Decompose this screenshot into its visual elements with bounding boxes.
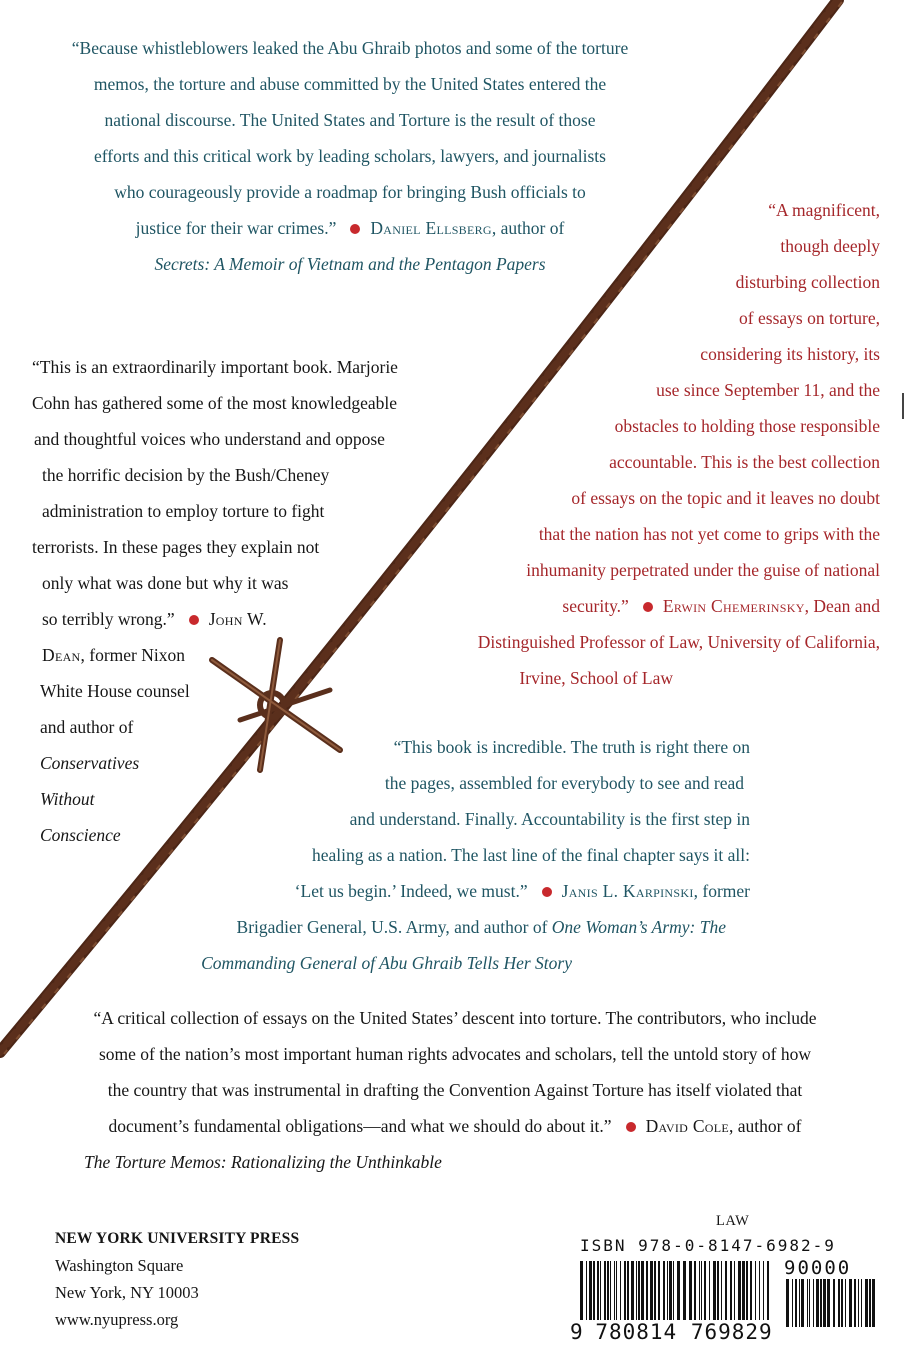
bullet-icon (643, 602, 653, 612)
barcode-bar (721, 1261, 722, 1321)
barcode-bar (646, 1261, 648, 1321)
quote-text: security.” (562, 596, 629, 616)
barcode-bar (799, 1279, 800, 1327)
barcode-bar (624, 1261, 626, 1321)
quote-text: so terribly wrong.” (42, 609, 175, 629)
author-affiliation: Distinguished Professor of Law, University of California, (477, 632, 880, 652)
quote-text: justice for their war crimes.” (135, 218, 337, 238)
barcode-bar (663, 1261, 665, 1321)
barcode-bar (620, 1261, 621, 1321)
edge-mark (902, 393, 904, 419)
publisher-info (55, 1225, 299, 1333)
barcode-bar (838, 1279, 840, 1327)
author-affiliation: , author of (729, 1116, 802, 1136)
quote-line (180, 909, 750, 945)
quote-line: memos, the torture and abuse committed by the United States entered the (93, 74, 607, 94)
book-title: One Woman’s Army: The (551, 917, 726, 937)
quote-line: only what was done but why it was (42, 573, 289, 593)
barcode-bar (713, 1261, 716, 1321)
barcode-bar (717, 1261, 719, 1321)
bullet-icon (626, 1122, 636, 1132)
barcode-bar (820, 1279, 822, 1327)
isbn-text: ISBN 978-0-8147-6982-9 (580, 1236, 836, 1255)
bullet-icon (350, 224, 360, 234)
author-affiliation: White House counsel (40, 681, 190, 701)
quote-line: who courageously provide a roadmap for bringing Bush officials to (114, 182, 586, 202)
quote-line: of essays on torture, (739, 308, 880, 328)
quote-line: and understand. Finally. Accountability is the first step in (349, 809, 750, 829)
quote-line: and thoughtful voices who understand and oppose (34, 429, 385, 449)
barcode-bar (813, 1279, 814, 1327)
barcode-bar (667, 1261, 668, 1321)
barcode-bar (683, 1261, 686, 1321)
barcode-bar (849, 1279, 852, 1327)
barcode-bar (823, 1279, 826, 1327)
quote-line: that the nation has not yet come to grips with the (538, 524, 880, 544)
barcode-bar (869, 1279, 871, 1327)
barcode-bar (638, 1261, 640, 1321)
quote-line (32, 601, 432, 637)
barcode-bar (631, 1261, 634, 1321)
quote-line: administration to employ torture to fight (42, 501, 325, 521)
quote-author: John W. (208, 609, 267, 629)
quote-line (180, 873, 750, 909)
author-affiliation: and author of (40, 717, 134, 737)
bullet-icon (542, 887, 552, 897)
author-affiliation: Irvine, School of Law (519, 668, 673, 688)
author-affiliation: , Dean and (804, 596, 880, 616)
publisher-website: www.nyupress.org (55, 1310, 179, 1329)
category-label: LAW (716, 1213, 750, 1229)
barcode-bar (593, 1261, 595, 1321)
barcode-bar (865, 1279, 868, 1327)
quote-line: terrorists. In these pages they explain not (32, 537, 320, 557)
barcode-digits (568, 1320, 775, 1344)
quote-line: considering its history, its (700, 344, 880, 364)
quote-line: the country that was instrumental in drafting the Convention Against Torture has itself violated that (107, 1080, 803, 1100)
author-affiliation: , author of (491, 218, 565, 238)
author-affiliation: , former Nixon (80, 645, 185, 665)
quote-line: “A magnificent, (768, 200, 880, 220)
barcode-bar (650, 1261, 653, 1321)
barcode-bar (654, 1261, 656, 1321)
barcode-bar (600, 1261, 601, 1321)
barcode-bar (610, 1261, 611, 1321)
barcode-digits-rest: 780814 769829 (595, 1320, 773, 1344)
quote-line: “This book is incredible. The truth is right there on (393, 737, 750, 757)
quote-line: inhumanity perpetrated under the guise of national (526, 560, 880, 580)
barcode-bar (607, 1261, 609, 1321)
quote-line (20, 1108, 890, 1144)
barcode-bar (616, 1261, 617, 1321)
barcode-bar (801, 1279, 804, 1327)
barcode-bar (845, 1279, 846, 1327)
quote-line: “Because whistleblowers leaked the Abu Ghraib photos and some of the torture (71, 38, 629, 58)
publisher-address-line: New York, NY 10003 (55, 1283, 199, 1302)
barcode-bar (734, 1261, 735, 1321)
quote-author: Daniel Ellsberg (370, 218, 492, 238)
barcode-bar (816, 1279, 819, 1327)
barcode-bar (763, 1261, 764, 1321)
quote-author: Erwin Chemerinsky (662, 596, 805, 616)
barcode-bar (827, 1279, 830, 1327)
book-title: Commanding General of Abu Ghraib Tells Her Story (201, 953, 572, 973)
quote-text: document’s fundamental obligations—and what we should do about it.” (108, 1116, 612, 1136)
quote-line: Cohn has gathered some of the most knowledgeable (32, 393, 397, 413)
quote-line: some of the nation’s most important human rights advocates and scholars, tell the untold story of how (98, 1044, 812, 1064)
barcode-bar (730, 1261, 732, 1321)
book-title: Conservatives (40, 753, 140, 773)
author-affiliation: , former (693, 881, 750, 901)
endorsement-chemerinsky (380, 192, 880, 696)
quote-line (380, 588, 880, 624)
barcode-bar (854, 1279, 856, 1327)
quote-line: “This is an extraordinarily important book. Marjorie (32, 357, 398, 377)
barcode-bar (759, 1261, 760, 1321)
barcode-bar (689, 1261, 692, 1321)
barcode-bar (604, 1261, 606, 1321)
barcode-bar (597, 1261, 599, 1321)
barcode-bar (709, 1261, 710, 1321)
publisher-name: NEW YORK UNIVERSITY PRESS (55, 1230, 300, 1247)
barcode-bar (738, 1261, 741, 1321)
book-title: Without (40, 789, 95, 809)
barcode-bar (725, 1261, 727, 1321)
barcode-bar (809, 1279, 810, 1327)
endorsement-cole (20, 1000, 890, 1180)
quote-line: disturbing collection (735, 272, 880, 292)
barcode-bar (872, 1279, 875, 1327)
barcode-bar (833, 1279, 835, 1327)
barcode-bar (694, 1261, 696, 1321)
publisher-address-line: Washington Square (55, 1256, 184, 1275)
quote-line: efforts and this critical work by leading scholars, lawyers, and journalists (94, 146, 606, 166)
barcode-bar (786, 1279, 789, 1327)
quote-text: ‘Let us begin.’ Indeed, we must.” (294, 881, 528, 901)
barcode-bar (627, 1261, 629, 1321)
price-code: 90000 (784, 1257, 852, 1279)
barcode-bar (614, 1261, 615, 1321)
bullet-icon (189, 615, 199, 625)
author-affiliation: Brigadier General, U.S. Army, and author of (236, 917, 552, 937)
quote-author: Dean (42, 645, 81, 665)
barcode-bar (742, 1261, 745, 1321)
quote-author: Janis L. Karpinski (561, 881, 694, 901)
quote-author: David Cole (645, 1116, 730, 1136)
quote-line: obstacles to holding those responsible (614, 416, 880, 436)
barcode-bar (795, 1279, 797, 1327)
endorsement-karpinski (180, 729, 750, 981)
price-barcode (784, 1279, 880, 1337)
quote-line: use since September 11, and the (656, 380, 880, 400)
book-title: The Torture Memos: Rationalizing the Unthinkable (84, 1152, 442, 1172)
barcode-digit-first: 9 (570, 1320, 583, 1344)
barcode-bar (636, 1261, 637, 1321)
quote-line (32, 637, 432, 673)
barcode-bar (861, 1279, 862, 1327)
quote-line: accountable. This is the best collection (609, 452, 880, 472)
barcode-bar (792, 1279, 793, 1327)
quote-line: “A critical collection of essays on the United States’ descent into torture. The contributors, who include (93, 1008, 817, 1028)
barcode-bar (699, 1261, 700, 1321)
barcode-bar (841, 1279, 843, 1327)
quote-line: though deeply (780, 236, 880, 256)
barcode-bar (701, 1261, 702, 1321)
barcode-bar (807, 1279, 808, 1327)
barcode-bar (669, 1261, 672, 1321)
quote-line: national discourse. The United States and Torture is the result of those (104, 110, 596, 130)
book-title: Conscience (40, 825, 121, 845)
barcode-bar (746, 1261, 748, 1321)
barcode-bar (750, 1261, 752, 1321)
quote-line: healing as a nation. The last line of the final chapter says it all: (311, 845, 750, 865)
quote-line: of essays on the topic and it leaves no doubt (571, 488, 880, 508)
barcode-bar (858, 1279, 859, 1327)
quote-line: the horrific decision by the Bush/Cheney (42, 465, 330, 485)
barcode-bar (658, 1261, 660, 1321)
book-title: Secrets: A Memoir of Vietnam and the Pentagon Papers (154, 254, 546, 274)
barcode-bar (704, 1261, 706, 1321)
barcode-bar (641, 1261, 644, 1321)
barcode-bar (755, 1261, 756, 1321)
quote-line: the pages, assembled for everybody to see and read (384, 773, 744, 793)
